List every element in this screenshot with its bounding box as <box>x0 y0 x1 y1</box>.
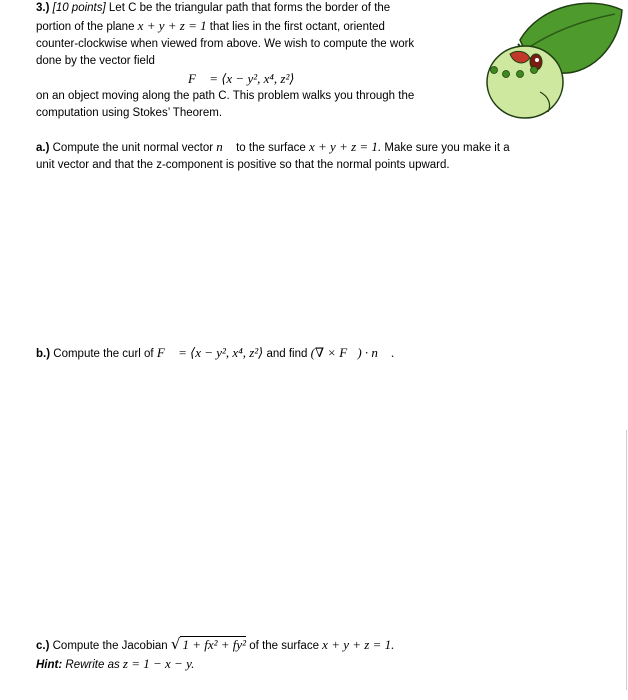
intro-line-5: on an object moving along the path C. This problem walks you through the <box>36 90 415 102</box>
sqrt-icon: √ <box>170 635 181 653</box>
hint-equation: z = 1 − x − y. <box>122 656 195 671</box>
intro-text-1: Let C be the triangular path that forms the border of the <box>108 2 391 14</box>
part-a-line-2: unit vector and that the z-component is positive so that the normal points upward. <box>36 159 450 171</box>
part-a-text-2: to the surface <box>236 142 306 154</box>
problem-statement-continued <box>36 88 476 122</box>
problem-statement <box>36 0 476 70</box>
part-a-label: a.) <box>36 142 50 154</box>
part-a-text-1: Compute the unit normal vector <box>52 142 214 154</box>
part-c-hint <box>36 655 596 674</box>
vector-field-equation: F⃗ = ⟨x − y², x⁴, z²⟩ <box>188 71 295 86</box>
intro-line-3: counter-clockwise when viewed from above. We wish to compute the work <box>36 38 415 50</box>
surface-equation-c: x + y + z = 1. <box>322 637 395 652</box>
plane-equation: x + y + z = 1 <box>137 18 207 33</box>
part-b-line-1 <box>36 344 596 363</box>
hint-text: Rewrite as <box>65 659 120 671</box>
part-c-label: c.) <box>36 640 50 652</box>
part-c-line-1 <box>36 636 596 655</box>
hint-label: Hint: <box>36 659 63 671</box>
part-a-line-1 <box>36 138 596 157</box>
jacobian-expression: 1 + fx² + fy² <box>182 637 247 652</box>
part-c <box>36 636 596 674</box>
part-b-label: b.) <box>36 348 51 360</box>
part-b-text-2: and find <box>266 348 308 360</box>
intro-line-6: computation using Stokes’ Theorem. <box>36 107 223 119</box>
chikorita-illustration <box>480 0 625 128</box>
intro-text-2a: portion of the plane <box>36 21 135 33</box>
surface-equation: x + y + z = 1. <box>309 139 382 154</box>
normal-vector: n⃗ <box>216 139 233 154</box>
part-a-text-3: Make sure you make it a <box>384 142 510 154</box>
page-edge-line <box>626 430 627 690</box>
intro-line-2 <box>36 17 476 36</box>
part-b-text-1: Compute the curl of <box>53 348 154 360</box>
intro-text-2b: that lies in the first octant, oriented <box>209 21 385 33</box>
part-a <box>36 138 596 174</box>
intro-line-4: done by the vector field <box>36 55 155 67</box>
problem-number: 3.) <box>36 2 50 14</box>
part-c-text-1: Compute the Jacobian <box>52 640 168 652</box>
intro-line-1 <box>36 0 476 17</box>
curl-dot-normal: (∇ × F⃗) · n⃗ . <box>310 345 395 360</box>
vector-field: F⃗ = ⟨x − y², x⁴, z²⟩ <box>156 345 264 360</box>
points-label: [10 points] <box>52 2 106 14</box>
part-c-text-2: of the surface <box>249 640 319 652</box>
part-b <box>36 344 596 363</box>
